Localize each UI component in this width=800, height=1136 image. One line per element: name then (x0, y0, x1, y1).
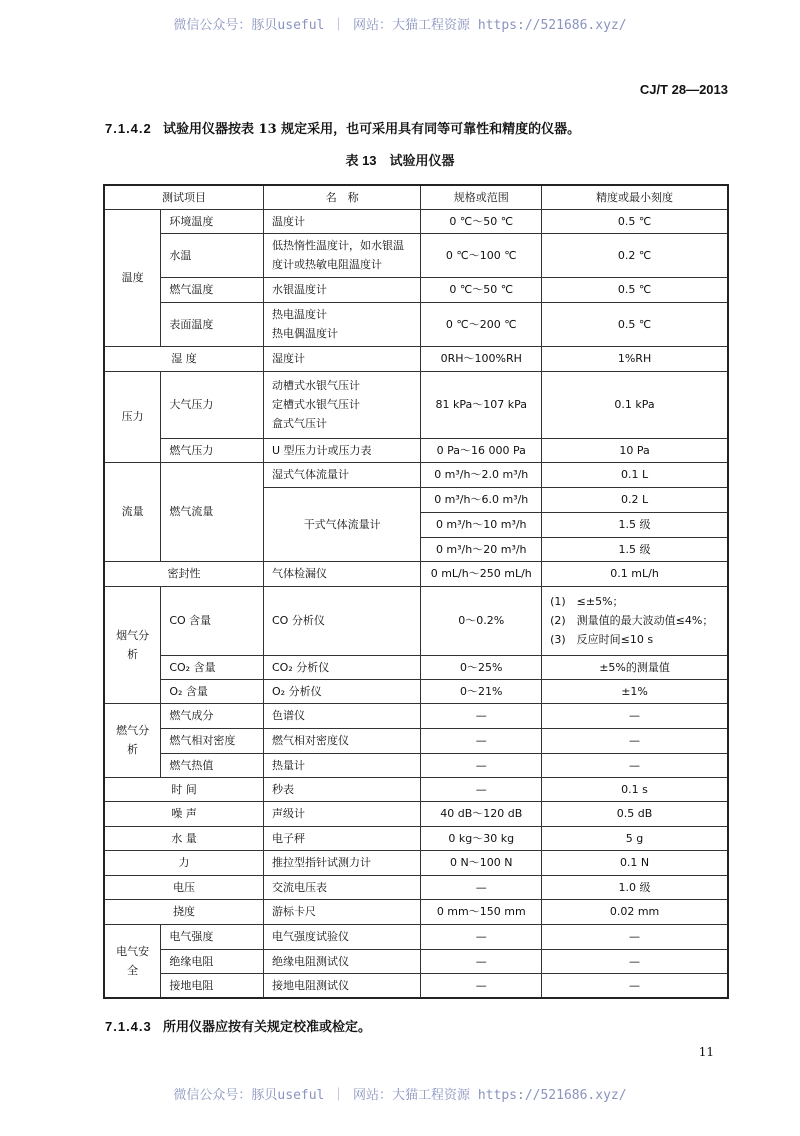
table-row (104, 973, 728, 998)
table-cell: 压力 (104, 371, 161, 462)
table-cell: — (542, 949, 728, 973)
watermark-bottom: 微信公众号：豚贝useful ｜ 网站：大猫工程资源 https://521686.xyz/ (173, 1088, 627, 1103)
table-cell: CO 含量 (161, 586, 264, 655)
table-cell: 0 N～100 N (421, 850, 542, 875)
table-cell: 1.0 级 (542, 875, 728, 899)
table-cell: 力 (104, 850, 264, 875)
table-cell: 推拉型指针试测力计 (264, 850, 421, 875)
table-cell: 0 m³/h～6.0 m³/h (421, 487, 542, 512)
table-row (104, 801, 728, 826)
table-row (104, 302, 728, 346)
table-row (104, 753, 728, 777)
table-row (104, 209, 728, 233)
table-title: 表 13 试验用仪器 (345, 153, 455, 168)
clause-number: 7.1.4.3 (105, 1019, 152, 1034)
table-row (104, 949, 728, 973)
table-cell: 0.2 ℃ (542, 233, 728, 277)
table-cell: — (542, 703, 728, 728)
table-row (104, 233, 728, 277)
table-cell: 1.5 级 (542, 512, 728, 537)
table-cell: 电气安全 (104, 924, 161, 998)
table-cell: 色谱仪 (264, 703, 421, 728)
table-cell: 燃气分析 (104, 703, 161, 777)
table-cell: 5 g (542, 826, 728, 850)
table-cell: 燃气热值 (161, 753, 264, 777)
table-cell: 0 ℃～200 ℃ (421, 302, 542, 346)
table-row (104, 826, 728, 850)
table-cell: 0 m³/h～2.0 m³/h (421, 462, 542, 487)
table-row (104, 850, 728, 875)
table-cell: — (421, 973, 542, 998)
table-cell: 0～21% (421, 679, 542, 703)
table-header-cell: 测试项目 (104, 185, 264, 209)
table-row (104, 561, 728, 586)
table-cell: 电气强度 (161, 924, 264, 949)
table-cell: 0.5 ℃ (542, 209, 728, 233)
clause-7-1-4-2 (105, 118, 580, 137)
table-row (104, 586, 728, 655)
table-cell: 交流电压表 (264, 875, 421, 899)
table-cell: 噪 声 (104, 801, 264, 826)
table-cell: 0 mL/h～250 mL/h (421, 561, 542, 586)
table-cell: ±5%的测量值 (542, 655, 728, 679)
table-cell: 绝缘电阻 (161, 949, 264, 973)
table-cell: — (542, 973, 728, 998)
table-cell: — (421, 728, 542, 753)
table-cell: 密封性 (104, 561, 264, 586)
table-cell: — (542, 753, 728, 777)
table-cell: 1.5 级 (542, 537, 728, 561)
table-cell: O₂ 含量 (161, 679, 264, 703)
table-row (104, 462, 728, 487)
table-cell: ±1% (542, 679, 728, 703)
table-cell: 燃气相对密度仪 (264, 728, 421, 753)
table-cell: 热电温度计 热电偶温度计 (264, 302, 421, 346)
table-cell: 挠度 (104, 899, 264, 924)
table-cell: 电子秤 (264, 826, 421, 850)
table-cell: 流量 (104, 462, 161, 561)
table-cell: 0.1 N (542, 850, 728, 875)
table-cell: 大气压力 (161, 371, 264, 438)
clause-text: 所用仪器应按有关规定校准或检定。 (163, 1020, 372, 1035)
table-row (104, 655, 728, 679)
table-cell: 81 kPa～107 kPa (421, 371, 542, 438)
watermark-top: 微信公众号：豚贝useful ｜ 网站：大猫工程资源 https://521686.xyz/ (173, 18, 627, 33)
clause-number: 7.1.4.2 (105, 121, 152, 136)
table-cell: 绝缘电阻测试仪 (264, 949, 421, 973)
table-cell: 温度计 (264, 209, 421, 233)
table-cell: 湿 度 (104, 346, 264, 371)
page-number: 11 (698, 1045, 714, 1059)
table-cell: — (421, 924, 542, 949)
table-cell: 0～0.2% (421, 586, 542, 655)
table-cell: 动槽式水银气压计 定槽式水银气压计 盒式气压计 (264, 371, 421, 438)
table-row (104, 777, 728, 801)
table-cell: 0 Pa～16 000 Pa (421, 438, 542, 462)
table-row (104, 875, 728, 899)
table-cell: U 型压力计或压力表 (264, 438, 421, 462)
table-cell: — (542, 728, 728, 753)
table-cell: 0 mm～150 mm (421, 899, 542, 924)
table-header-row (104, 185, 728, 209)
table-cell: 环境温度 (161, 209, 264, 233)
table-cell: 燃气压力 (161, 438, 264, 462)
table-cell: 游标卡尺 (264, 899, 421, 924)
table-cell: 表面温度 (161, 302, 264, 346)
table-cell: 0 m³/h～10 m³/h (421, 512, 542, 537)
table-cell: 0 m³/h～20 m³/h (421, 537, 542, 561)
table-cell: 湿式气体流量计 (264, 462, 421, 487)
table-cell: 接地电阻 (161, 973, 264, 998)
table-cell: 0.02 mm (542, 899, 728, 924)
table-cell: CO₂ 含量 (161, 655, 264, 679)
table-cell: 0.5 ℃ (542, 277, 728, 302)
table-cell: 0.5 ℃ (542, 302, 728, 346)
table-header-cell: 名 称 (264, 185, 421, 209)
table-cell: 湿度计 (264, 346, 421, 371)
table-row (104, 371, 728, 438)
table-row (104, 728, 728, 753)
table-cell: 声级计 (264, 801, 421, 826)
table-cell: — (421, 777, 542, 801)
table-cell: 0 ℃～50 ℃ (421, 277, 542, 302)
table-cell: 0.1 kPa (542, 371, 728, 438)
table-cell: 0RH～100%RH (421, 346, 542, 371)
table-row (104, 924, 728, 949)
table-cell: 燃气相对密度 (161, 728, 264, 753)
table-cell: 10 Pa (542, 438, 728, 462)
table-cell: 温度 (104, 209, 161, 346)
clause-text: 试验用仪器按表 13 规定采用，也可采用具有同等可靠性和精度的仪器。 (163, 122, 581, 137)
table-cell: 水 量 (104, 826, 264, 850)
table-cell: 燃气温度 (161, 277, 264, 302)
table-header-cell: 规格或范围 (421, 185, 542, 209)
table-cell: 0.1 L (542, 462, 728, 487)
table-header-cell: 精度或最小刻度 (542, 185, 728, 209)
table-cell: 0 kg～30 kg (421, 826, 542, 850)
table-cell: 电压 (104, 875, 264, 899)
table-cell: 热量计 (264, 753, 421, 777)
table-cell: 低热惰性温度计，如水银温 度计或热敏电阻温度计 (264, 233, 421, 277)
table-cell: 时 间 (104, 777, 264, 801)
table-cell: — (421, 703, 542, 728)
table-cell: — (421, 753, 542, 777)
table-row (104, 438, 728, 462)
table-cell: 水银温度计 (264, 277, 421, 302)
table-cell: — (421, 875, 542, 899)
table-cell: 0.5 dB (542, 801, 728, 826)
table-row (104, 277, 728, 302)
table-cell: 接地电阻测试仪 (264, 973, 421, 998)
table-cell: 0 ℃～100 ℃ (421, 233, 542, 277)
table-cell: 40 dB～120 dB (421, 801, 542, 826)
instrument-table (103, 184, 729, 999)
table-cell: 1%RH (542, 346, 728, 371)
table-cell: 0.1 mL/h (542, 561, 728, 586)
table-cell: 烟气分析 (104, 586, 161, 703)
table-row (104, 703, 728, 728)
table-cell: O₂ 分析仪 (264, 679, 421, 703)
table-row (104, 346, 728, 371)
table-cell: 电气强度试验仪 (264, 924, 421, 949)
table-cell: 燃气成分 (161, 703, 264, 728)
table-cell: 0～25% (421, 655, 542, 679)
table-cell: 0.2 L (542, 487, 728, 512)
table-cell: (1) ≤±5%； (2) 测量值的最大波动值≤4%； (3) 反应时间≤10 s (542, 586, 728, 655)
table-cell: 燃气流量 (161, 462, 264, 561)
table-cell: 0 ℃～50 ℃ (421, 209, 542, 233)
standard-code: CJ/T 28—2013 (639, 82, 728, 97)
table-cell: CO₂ 分析仪 (264, 655, 421, 679)
table-cell: 干式气体流量计 (264, 487, 421, 561)
clause-7-1-4-3 (105, 1016, 371, 1035)
table-cell: CO 分析仪 (264, 586, 421, 655)
table-cell: — (542, 924, 728, 949)
table-cell: 秒表 (264, 777, 421, 801)
table-cell: — (421, 949, 542, 973)
table-row (104, 899, 728, 924)
table-row (104, 679, 728, 703)
table-cell: 水温 (161, 233, 264, 277)
table-cell: 0.1 s (542, 777, 728, 801)
table-cell: 气体检漏仪 (264, 561, 421, 586)
